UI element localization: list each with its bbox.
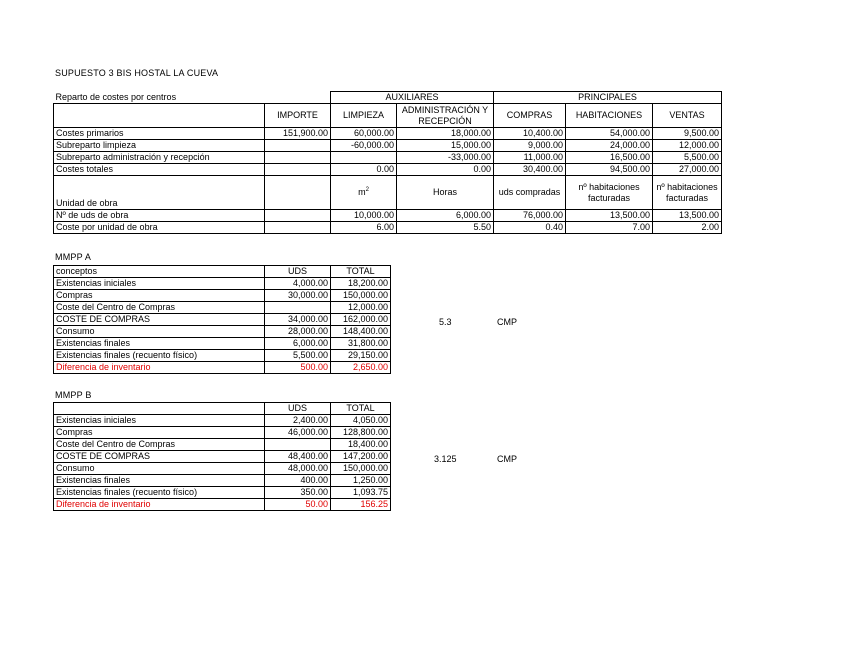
cell-uds: 28,000.00	[265, 326, 331, 338]
cell-uds: 46,000.00	[265, 427, 331, 439]
cell-total: 2,650.00	[331, 362, 391, 374]
col-conceptos	[54, 403, 265, 415]
table-row	[54, 415, 391, 427]
cell-value: 2.00	[653, 222, 722, 234]
table-row	[54, 302, 391, 314]
mmpp-a-table	[53, 265, 391, 374]
table-header-row	[54, 403, 391, 415]
unidad-limpieza: $m^2$	[331, 176, 397, 210]
cell-total: 18,200.00	[331, 278, 391, 290]
row-label: Compras	[54, 427, 265, 439]
col-limpieza: LIMPIEZA	[331, 104, 397, 128]
cell-value: 0.00	[397, 164, 494, 176]
cell-uds: 2,400.00	[265, 415, 331, 427]
cell-total: 4,050.00	[331, 415, 391, 427]
table-row	[54, 222, 722, 234]
unidad-obra-row	[54, 176, 722, 210]
col-habitaciones: HABITACIONES	[566, 104, 653, 128]
cell-value: 11,000.00	[494, 152, 566, 164]
cell-value: 54,000.00	[566, 128, 653, 140]
cell-value: 9,000.00	[494, 140, 566, 152]
group-header-row	[54, 92, 722, 104]
inventory-difference-row	[54, 499, 391, 511]
mmpp-b-cmp-label: CMP	[497, 454, 517, 464]
cell-value: 7.00	[566, 222, 653, 234]
cell-value: 0.00	[331, 164, 397, 176]
cell-total: 12,000.00	[331, 302, 391, 314]
cell-value	[265, 210, 331, 222]
cell-value: 18,000.00	[397, 128, 494, 140]
row-label: Compras	[54, 290, 265, 302]
row-label: Subreparto limpieza	[54, 140, 265, 152]
row-label: Diferencia de inventario	[54, 362, 265, 374]
cell-value: 151,900.00	[265, 128, 331, 140]
unidad-admin: Horas	[397, 176, 494, 210]
col-conceptos: conceptos	[54, 266, 265, 278]
table-row	[54, 427, 391, 439]
cell-uds: 48,400.00	[265, 451, 331, 463]
row-label: Nº de uds de obra	[54, 210, 265, 222]
sheet-title: SUPUESTO 3 BIS HOSTAL LA CUEVA	[55, 68, 219, 78]
cell-value: 94,500.00	[566, 164, 653, 176]
cell-value	[265, 152, 331, 164]
unidad-ventas: nº habitaciones facturadas	[653, 176, 722, 210]
cell-value: 12,000.00	[653, 140, 722, 152]
cell-uds	[265, 302, 331, 314]
cell-uds: 6,000.00	[265, 338, 331, 350]
cell-total: 156.25	[331, 499, 391, 511]
unidad-compras: uds compradas	[494, 176, 566, 210]
table-header-row	[54, 266, 391, 278]
cell-total: 150,000.00	[331, 290, 391, 302]
row-label: Consumo	[54, 326, 265, 338]
cell-value: 24,000.00	[566, 140, 653, 152]
table-row	[54, 439, 391, 451]
cell-total: 29,150.00	[331, 350, 391, 362]
table-row	[54, 278, 391, 290]
cost-allocation-table	[53, 91, 722, 234]
row-label: Diferencia de inventario	[54, 499, 265, 511]
reparto-heading: Reparto de costes por centros	[54, 92, 265, 104]
mmpp-b-heading: MMPP B	[55, 390, 92, 400]
row-label: COSTE DE COMPRAS	[54, 451, 265, 463]
table-row	[54, 350, 391, 362]
cell-value: 13,500.00	[653, 210, 722, 222]
mmpp-a-cmp-value: 5.3	[439, 317, 452, 327]
cell-uds: 400.00	[265, 475, 331, 487]
row-label: Existencias finales (recuento físico)	[54, 350, 265, 362]
row-label: Consumo	[54, 463, 265, 475]
cell-value: 76,000.00	[494, 210, 566, 222]
cell-total: 18,400.00	[331, 439, 391, 451]
table-row	[54, 210, 722, 222]
cell-uds: 30,000.00	[265, 290, 331, 302]
table-row	[54, 463, 391, 475]
row-label: Coste por unidad de obra	[54, 222, 265, 234]
cell-value: 9,500.00	[653, 128, 722, 140]
cell-value: 10,400.00	[494, 128, 566, 140]
col-total: TOTAL	[331, 403, 391, 415]
column-header-row	[54, 104, 722, 128]
row-label: Existencias finales	[54, 338, 265, 350]
col-administracion: ADMINISTRACIÓN Y RECEPCIÓN	[397, 104, 494, 128]
row-label: Subreparto administración y recepción	[54, 152, 265, 164]
cell-uds: 5,500.00	[265, 350, 331, 362]
cell-value: 16,500.00	[566, 152, 653, 164]
cell-value: 5.50	[397, 222, 494, 234]
unidad-habitaciones: nº habitaciones facturadas	[566, 176, 653, 210]
cell-value: -60,000.00	[331, 140, 397, 152]
cell-total: 148,400.00	[331, 326, 391, 338]
mmpp-a-cmp-label: CMP	[497, 317, 517, 327]
cell-total: 128,800.00	[331, 427, 391, 439]
cell-value	[265, 140, 331, 152]
col-uds: UDS	[265, 266, 331, 278]
cell-value: 10,000.00	[331, 210, 397, 222]
cell-uds: 4,000.00	[265, 278, 331, 290]
table-row	[54, 314, 391, 326]
mmpp-b-cmp-value: 3.125	[434, 454, 457, 464]
cell-uds: 48,000.00	[265, 463, 331, 475]
row-label: Costes primarios	[54, 128, 265, 140]
table-row	[54, 475, 391, 487]
cell-value	[331, 152, 397, 164]
cell-value: 5,500.00	[653, 152, 722, 164]
table-row	[54, 128, 722, 140]
cell-value	[265, 164, 331, 176]
table-row	[54, 451, 391, 463]
cell-value: 60,000.00	[331, 128, 397, 140]
row-label: Existencias finales (recuento físico)	[54, 487, 265, 499]
col-total: TOTAL	[331, 266, 391, 278]
mmpp-b-table	[53, 402, 391, 511]
row-label: Existencias iniciales	[54, 278, 265, 290]
cell-uds: 50.00	[265, 499, 331, 511]
row-label: Unidad de obra	[54, 176, 265, 210]
cell-total: 1,250.00	[331, 475, 391, 487]
cell-value: 15,000.00	[397, 140, 494, 152]
table-row	[54, 164, 722, 176]
group-auxiliares: AUXILIARES	[331, 92, 494, 104]
cell-value: 6.00	[331, 222, 397, 234]
cell-value: -33,000.00	[397, 152, 494, 164]
cell-total: 147,200.00	[331, 451, 391, 463]
col-compras: COMPRAS	[494, 104, 566, 128]
table-row	[54, 326, 391, 338]
cell-total: 1,093.75	[331, 487, 391, 499]
table-row	[54, 152, 722, 164]
row-label: Coste del Centro de Compras	[54, 439, 265, 451]
cell-uds: 350.00	[265, 487, 331, 499]
cell-value: 0.40	[494, 222, 566, 234]
cell-value	[265, 222, 331, 234]
mmpp-a-heading: MMPP A	[55, 252, 92, 262]
table-row	[54, 338, 391, 350]
row-label: Existencias iniciales	[54, 415, 265, 427]
cell-total: 162,000.00	[331, 314, 391, 326]
group-principales: PRINCIPALES	[494, 92, 722, 104]
row-label: Coste del Centro de Compras	[54, 302, 265, 314]
cell-value: 6,000.00	[397, 210, 494, 222]
cell-value: 27,000.00	[653, 164, 722, 176]
table-row	[54, 140, 722, 152]
col-importe: IMPORTE	[265, 104, 331, 128]
col-ventas: VENTAS	[653, 104, 722, 128]
cell-uds: 34,000.00	[265, 314, 331, 326]
cell-total: 31,800.00	[331, 338, 391, 350]
col-uds: UDS	[265, 403, 331, 415]
table-row	[54, 290, 391, 302]
row-label: Existencias finales	[54, 475, 265, 487]
cell-value: 13,500.00	[566, 210, 653, 222]
cell-total: 150,000.00	[331, 463, 391, 475]
row-label: Costes totales	[54, 164, 265, 176]
cell-uds	[265, 439, 331, 451]
inventory-difference-row	[54, 362, 391, 374]
cell-value: 30,400.00	[494, 164, 566, 176]
cell-uds: 500.00	[265, 362, 331, 374]
table-row	[54, 487, 391, 499]
row-label: COSTE DE COMPRAS	[54, 314, 265, 326]
